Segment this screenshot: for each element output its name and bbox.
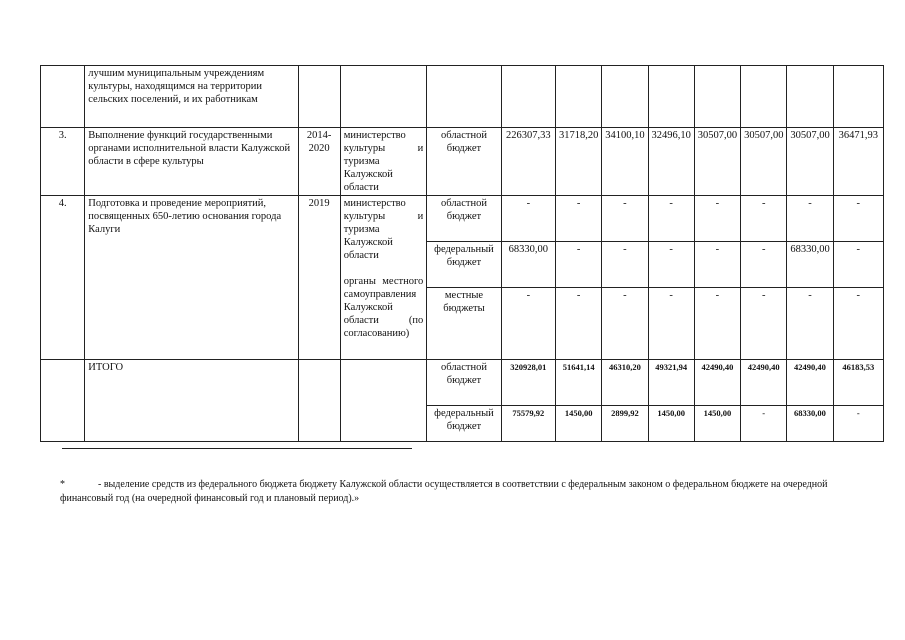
amount-cell: - bbox=[694, 242, 740, 288]
amount-cell: - bbox=[741, 288, 787, 360]
footnote-separator bbox=[62, 448, 412, 449]
amount-cell: 42490,40 bbox=[787, 360, 833, 406]
amount-cell: - bbox=[833, 288, 883, 360]
amount-cell: 68330,00 bbox=[501, 242, 555, 288]
amount-cell bbox=[501, 66, 555, 128]
amount-cell bbox=[741, 66, 787, 128]
amount-cell: 30507,00 bbox=[694, 128, 740, 196]
activity-name: Подготовка и проведение мероприятий, посвященных 650-летию основания города Калуги bbox=[85, 196, 298, 360]
amount-cell: 46183,53 bbox=[833, 360, 883, 406]
amount-cell: - bbox=[833, 242, 883, 288]
amount-cell: 42490,40 bbox=[741, 360, 787, 406]
amount-cell: - bbox=[648, 242, 694, 288]
amount-cell bbox=[833, 66, 883, 128]
amount-cell bbox=[648, 66, 694, 128]
period-cell bbox=[298, 66, 340, 128]
amount-cell: 36471,93 bbox=[833, 128, 883, 196]
row-number: 3. bbox=[41, 128, 85, 196]
amount-cell bbox=[556, 66, 602, 128]
budget-source: федеральный бюджет bbox=[427, 406, 501, 442]
table-row bbox=[41, 66, 884, 128]
footnote bbox=[60, 478, 860, 506]
period-cell bbox=[298, 360, 340, 442]
activity-name: Выполнение функций государственными органами исполнительной власти Калужской области в сфере культуры bbox=[85, 128, 298, 196]
budget-source: областной бюджет bbox=[427, 360, 501, 406]
amount-cell: - bbox=[556, 288, 602, 360]
budget-source: федеральный бюджет bbox=[427, 242, 501, 288]
amount-cell: - bbox=[694, 288, 740, 360]
budget-table bbox=[40, 65, 884, 442]
amount-cell: - bbox=[787, 288, 833, 360]
amount-cell: - bbox=[556, 196, 602, 242]
amount-cell: - bbox=[501, 196, 555, 242]
amount-cell: - bbox=[501, 288, 555, 360]
amount-cell: 32496,10 bbox=[648, 128, 694, 196]
period-cell: 2019 bbox=[298, 196, 340, 360]
amount-cell: 68330,00 bbox=[787, 406, 833, 442]
row-number bbox=[41, 360, 85, 442]
amount-cell: 2899,92 bbox=[602, 406, 648, 442]
footnote-marker: * bbox=[60, 479, 65, 490]
amount-cell: 51641,14 bbox=[556, 360, 602, 406]
amount-cell: - bbox=[602, 288, 648, 360]
amount-cell: - bbox=[741, 196, 787, 242]
table-row bbox=[41, 196, 884, 242]
period-cell: 2014- 2020 bbox=[298, 128, 340, 196]
amount-cell: 31718,20 bbox=[556, 128, 602, 196]
amount-cell: - bbox=[648, 288, 694, 360]
amount-cell: 1450,00 bbox=[556, 406, 602, 442]
executor-cell: министерство культуры и туризма Калужской области bbox=[340, 128, 427, 196]
executor-cell bbox=[340, 360, 427, 442]
amount-cell: - bbox=[556, 242, 602, 288]
amount-cell: 30507,00 bbox=[741, 128, 787, 196]
amount-cell: 30507,00 bbox=[787, 128, 833, 196]
amount-cell: 34100,10 bbox=[602, 128, 648, 196]
activity-name: ИТОГО bbox=[85, 360, 298, 442]
amount-cell: 42490,40 bbox=[694, 360, 740, 406]
activity-name: лучшим муниципальным учреждениям культуры, находящимся на территории сельских поселений, и их работникам bbox=[85, 66, 298, 128]
amount-cell: 1450,00 bbox=[648, 406, 694, 442]
amount-cell: 1450,00 bbox=[694, 406, 740, 442]
executor-cell bbox=[340, 66, 427, 128]
table-row bbox=[41, 128, 884, 196]
amount-cell: 46310,20 bbox=[602, 360, 648, 406]
amount-cell: 68330,00 bbox=[787, 242, 833, 288]
amount-cell: - bbox=[648, 196, 694, 242]
amount-cell: 75579,92 bbox=[501, 406, 555, 442]
row-number bbox=[41, 66, 85, 128]
amount-cell: - bbox=[741, 242, 787, 288]
amount-cell: - bbox=[694, 196, 740, 242]
amount-cell: - bbox=[833, 406, 883, 442]
amount-cell: - bbox=[602, 242, 648, 288]
amount-cell bbox=[694, 66, 740, 128]
amount-cell: 320928,01 bbox=[501, 360, 555, 406]
budget-source bbox=[427, 66, 501, 128]
amount-cell bbox=[602, 66, 648, 128]
amount-cell: - bbox=[741, 406, 787, 442]
budget-source: местные бюджеты bbox=[427, 288, 501, 360]
row-number: 4. bbox=[41, 196, 85, 360]
amount-cell: - bbox=[602, 196, 648, 242]
amount-cell: 226307,33 bbox=[501, 128, 555, 196]
amount-cell: - bbox=[787, 196, 833, 242]
amount-cell bbox=[787, 66, 833, 128]
footnote-text: - выделение средств из федерального бюджета бюджету Калужской области осуществляется в соответствии с федеральным законом о федеральном бюджете на очередной финансовый год (на очередной финансовый год и плановый период).» bbox=[60, 479, 828, 504]
budget-source: областной бюджет bbox=[427, 128, 501, 196]
amount-cell: 49321,94 bbox=[648, 360, 694, 406]
executor-cell: министерство культуры и туризма Калужской области органы местного самоуправления Калужской области (по согласованию) bbox=[340, 196, 427, 360]
table-row bbox=[41, 360, 884, 406]
budget-source: областной бюджет bbox=[427, 196, 501, 242]
amount-cell: - bbox=[833, 196, 883, 242]
